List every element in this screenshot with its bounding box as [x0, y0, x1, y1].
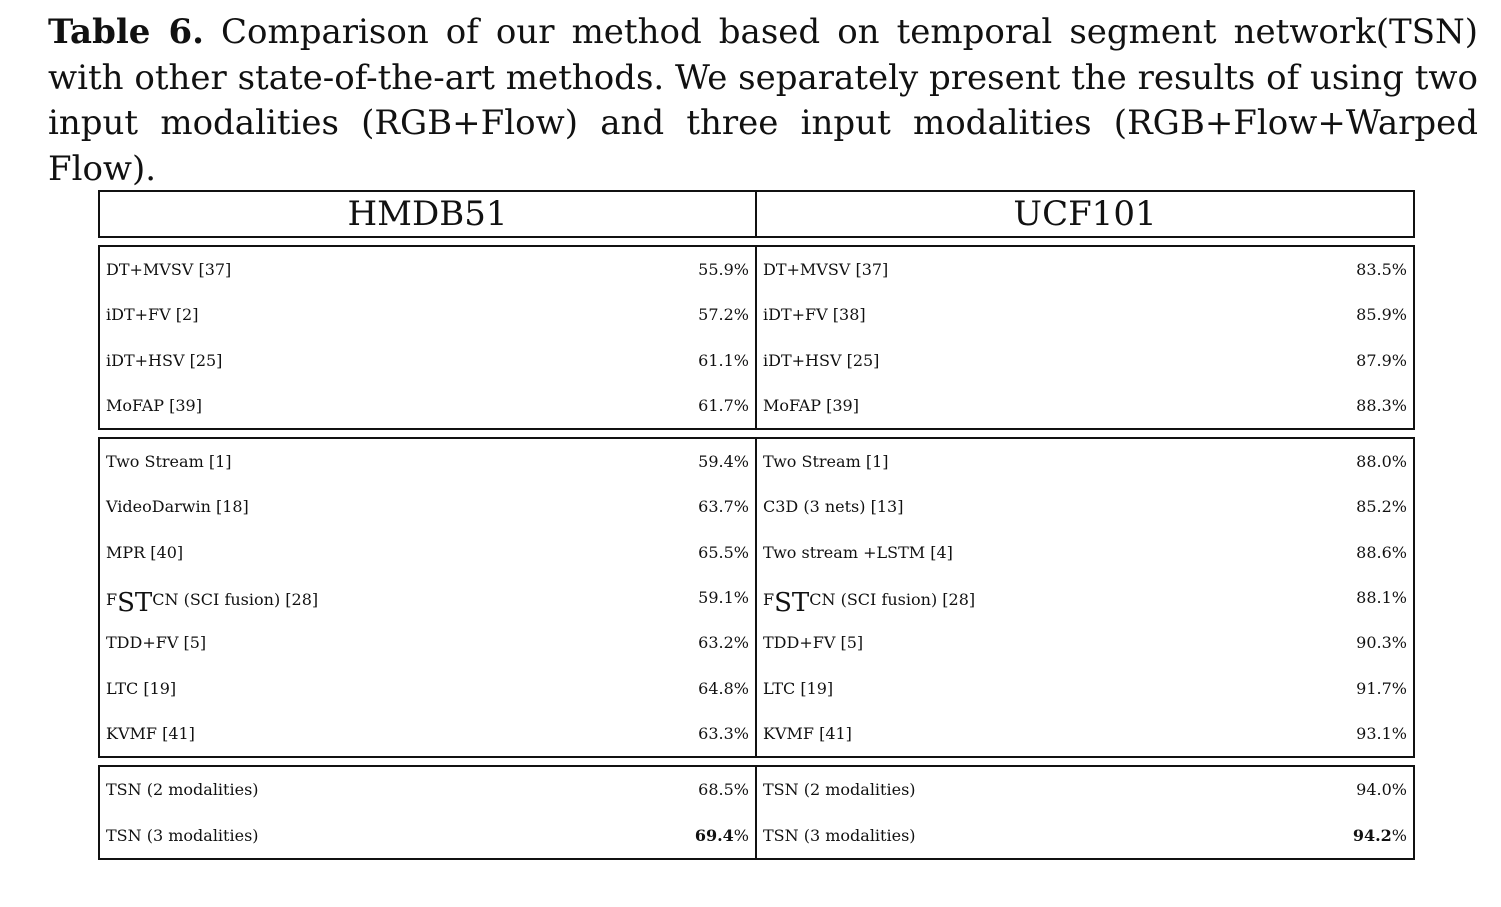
percent-sign: %	[1391, 825, 1407, 845]
table-row	[763, 575, 1407, 620]
score: 63.2%	[698, 633, 749, 653]
caption-label: Table 6.	[48, 12, 204, 52]
table-row	[763, 813, 1407, 858]
score: 83.5%	[1356, 260, 1407, 279]
table-row	[106, 338, 749, 383]
table-row	[763, 620, 1407, 665]
method-name	[106, 575, 318, 620]
table-row	[763, 383, 1407, 428]
group-tsn	[98, 765, 1415, 860]
score: 61.7%	[698, 395, 749, 415]
score: 55.9%	[698, 260, 749, 279]
best-score: 69.4	[694, 825, 734, 845]
score: 88.6%	[1356, 542, 1407, 562]
ucf-column	[757, 439, 1413, 756]
score: 88.0%	[1356, 452, 1407, 472]
score: 88.1%	[1356, 588, 1407, 608]
score: 65.5%	[698, 542, 749, 562]
score: 88.3%	[1356, 395, 1407, 415]
table-row	[106, 767, 749, 812]
table-caption	[48, 10, 1478, 192]
table-row	[763, 767, 1407, 812]
table-row	[763, 439, 1407, 484]
method-subscript: ST	[774, 588, 810, 619]
table-row	[763, 666, 1407, 711]
table-row	[106, 530, 749, 575]
score: 85.2%	[1356, 497, 1407, 517]
method-name: KVMF [41]	[763, 723, 852, 743]
table-row	[763, 292, 1407, 337]
method-subscript: ST	[117, 588, 153, 619]
method-name: TSN (3 modalities)	[106, 825, 259, 845]
method-prefix: F	[763, 590, 775, 610]
table-row	[763, 530, 1407, 575]
method-name: iDT+HSV [25]	[763, 350, 880, 370]
method-name: MPR [40]	[106, 542, 184, 562]
score: 90.3%	[1356, 633, 1407, 653]
table-row	[106, 575, 749, 620]
table-row	[106, 620, 749, 665]
score: 59.1%	[698, 588, 749, 608]
method-prefix: F	[106, 590, 118, 610]
method-name: iDT+HSV [25]	[106, 350, 223, 370]
method-name: MoFAP [39]	[106, 395, 202, 415]
group-traditional	[98, 245, 1415, 430]
method-name: KVMF [41]	[106, 723, 195, 743]
score: 94.0%	[1356, 780, 1407, 800]
method-name: Two stream +LSTM [4]	[763, 542, 953, 562]
score: 59.4%	[698, 452, 749, 472]
score	[1353, 813, 1407, 858]
method-name: TSN (2 modalities)	[106, 780, 259, 800]
score: 91.7%	[1356, 678, 1407, 698]
header-ucf101: UCF101	[1013, 194, 1157, 234]
table-row	[763, 484, 1407, 529]
best-score: 94.2	[1352, 825, 1392, 845]
percent-sign: %	[733, 825, 749, 845]
method-name	[763, 575, 975, 620]
score	[695, 813, 749, 858]
score: 63.7%	[698, 497, 749, 517]
method-name: Two Stream [1]	[106, 452, 232, 472]
table-row	[106, 484, 749, 529]
table-row	[106, 292, 749, 337]
method-name: Two Stream [1]	[763, 452, 889, 472]
table-row	[763, 247, 1407, 292]
method-name: DT+MVSV [37]	[763, 260, 889, 279]
hmdb-column	[100, 439, 757, 756]
method-name: VideoDarwin [18]	[106, 497, 249, 517]
method-suffix: CN (SCI fusion) [28]	[809, 590, 976, 610]
table-row	[763, 338, 1407, 383]
score: 63.3%	[698, 723, 749, 743]
hmdb-column	[100, 247, 757, 428]
method-name: MoFAP [39]	[763, 395, 859, 415]
score: 61.1%	[698, 350, 749, 370]
score: 64.8%	[698, 678, 749, 698]
method-name: iDT+FV [2]	[106, 305, 199, 325]
table-row	[106, 711, 749, 756]
results-table	[98, 190, 1415, 867]
score: 93.1%	[1356, 723, 1407, 743]
table-row	[763, 711, 1407, 756]
table-row	[106, 383, 749, 428]
header-hmdb51: HMDB51	[100, 192, 757, 236]
method-suffix: CN (SCI fusion) [28]	[152, 590, 319, 610]
score: 87.9%	[1356, 350, 1407, 370]
caption-text: Comparison of our method based on temporal segment network(TSN) with other state-of-the-art methods. We separately present the results of using two input modalities (RGB+Flow) and three input modalities (RGB+Flow+Warped Flow).	[48, 12, 1478, 189]
table-header	[98, 190, 1415, 238]
method-name: C3D (3 nets) [13]	[763, 497, 904, 517]
method-name: iDT+FV [38]	[763, 305, 866, 325]
score: 85.9%	[1356, 305, 1407, 325]
method-name: TDD+FV [5]	[763, 633, 864, 653]
method-name: LTC [19]	[763, 678, 834, 698]
method-name: LTC [19]	[106, 678, 177, 698]
method-name: DT+MVSV [37]	[106, 260, 232, 279]
score: 57.2%	[698, 305, 749, 325]
table-row	[106, 247, 749, 292]
table-row	[106, 666, 749, 711]
table-row	[106, 439, 749, 484]
method-name: TSN (2 modalities)	[763, 780, 916, 800]
ucf-column	[757, 767, 1413, 858]
score: 68.5%	[698, 780, 749, 800]
method-name: TDD+FV [5]	[106, 633, 207, 653]
method-name: TSN (3 modalities)	[763, 825, 916, 845]
table-row	[106, 813, 749, 858]
group-deep	[98, 437, 1415, 758]
ucf-column	[757, 247, 1413, 428]
hmdb-column	[100, 767, 757, 858]
